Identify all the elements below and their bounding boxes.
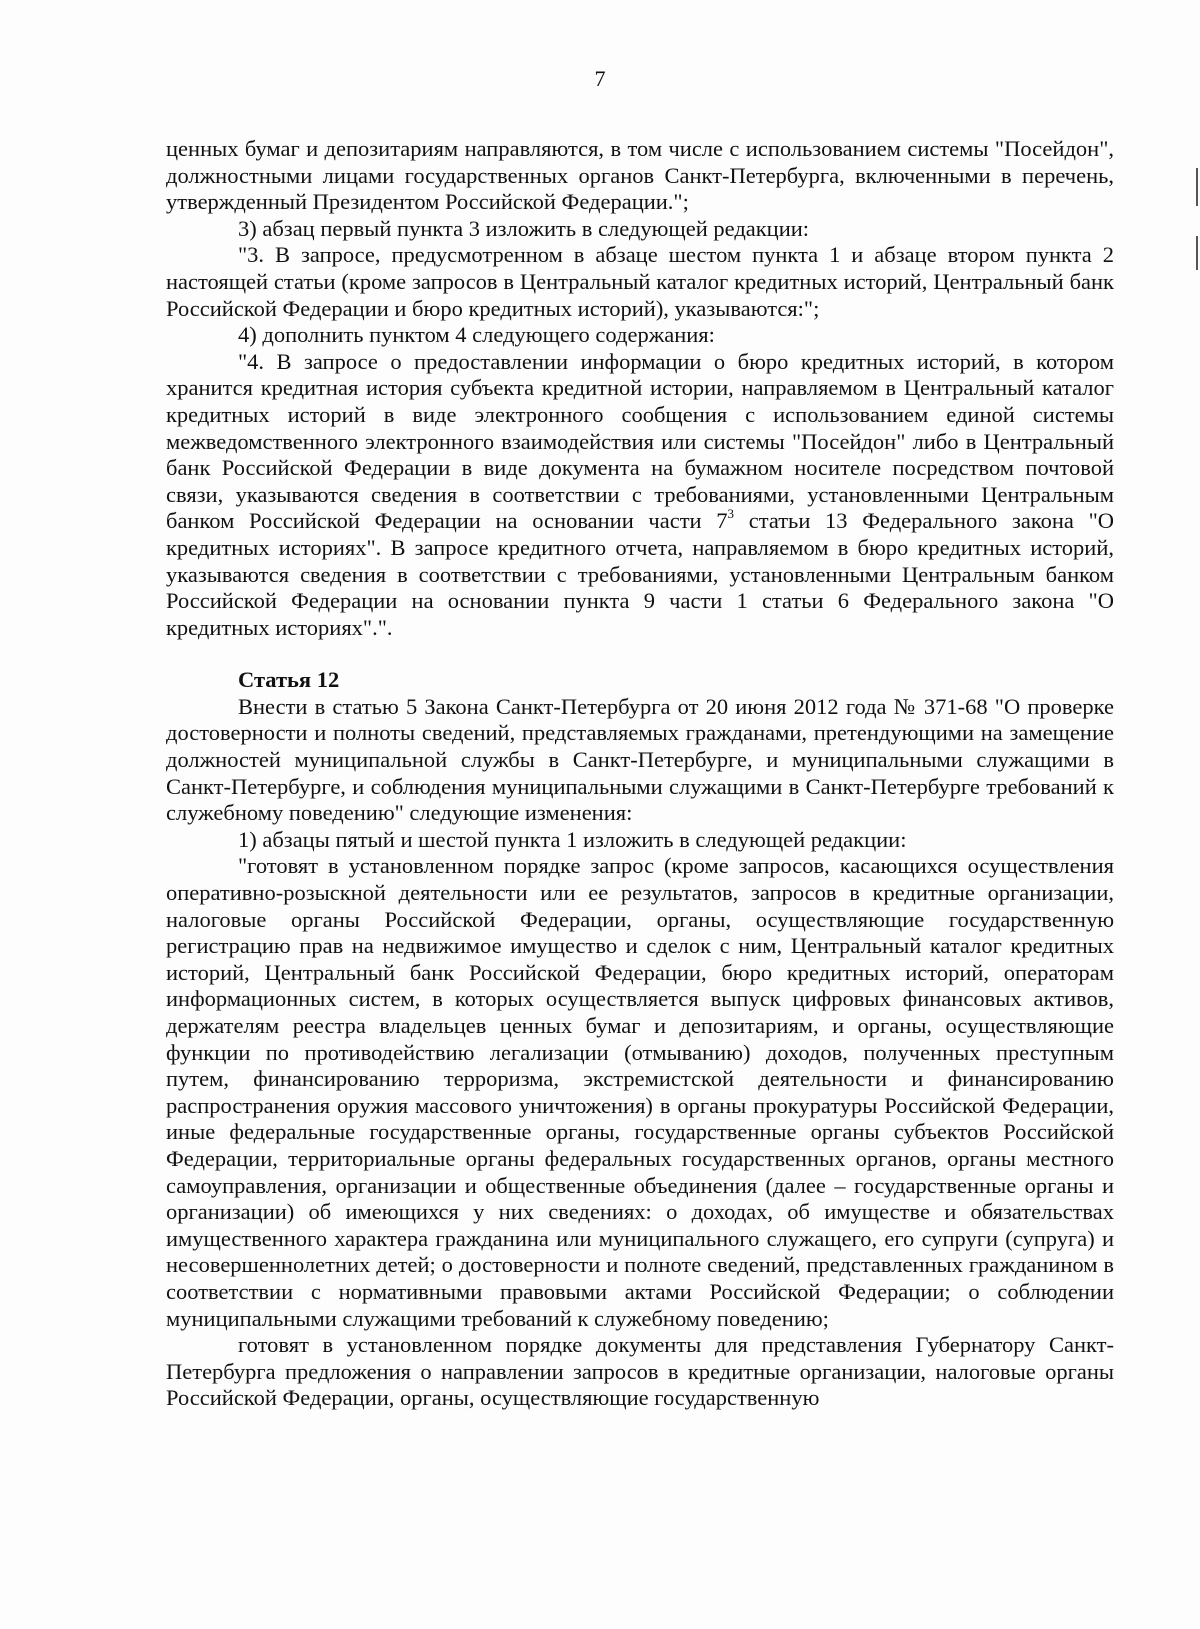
paragraph-text: статьи 13 Федерального закона "О кредитных историях". В запросе кредитного отчета, направляемом в бюро кредитных историй, указываются сведения в соответствии с требованиями, установленными Центральным банком Российской Федерации на основании пункта 9 части 1 статьи 6 Федерального закона "О кредитных историях".". [166, 508, 1115, 640]
paragraph: "готовят в установленном порядке запрос (кроме запросов, касающихся осуществления оперативно-розыскной деятельности или ее результатов, запросов в кредитные организации, налоговые органы Российской Федерации, органы, осуществляющие государственную регистрацию прав на недвижимое имущество и сделок с ним, Центральный каталог кредитных историй, Центральный банк Российской Федерации, бюро кредитных историй, операторам информационных систем, в которых осуществляется выпуск цифровых финансовых активов, держателям реестра владельцев ценных бумаг и депозитариям, и органы, осуществляющие функции по противодействию легализации (отмыванию) доходов, полученных преступным путем, финансированию терроризма, экстремистской деятельности и финансированию распространения оружия массового уничтожения) в органы прокуратуры Российской Федерации, иные федеральные государственные органы, государственные органы субъектов Российской Федерации, территориальные органы федеральных государственных органов, органы местного самоуправления, организации и общественные объединения (далее – государственные органы и организации) об имеющихся у них сведениях: о доходах, об имуществе и обязательствах имущественного характера гражданина или муниципального служащего, его супруги (супруга) и несовершеннолетних детей; о достоверности и полноте сведений, представленных гражданином в соответствии с нормативными правовыми актами Российской Федерации; о соблюдении муниципальными служащими требований к служебному поведению; [166, 853, 1114, 1331]
paragraph: ценных бумаг и депозитариям направляются, в том числе с использованием системы "Посейдон", должностными лицами государственных органов Санкт-Петербурга, включенными в перечень, утвержденный Президентом Российской Федерации."; [166, 136, 1114, 215]
page-number: 7 [594, 66, 606, 91]
paragraph: готовят в установленном порядке документы для представления Губернатору Санкт-Петербурга предложения о направлении запросов в кредитные организации, налоговые органы Российской Федерации, органы, осуществляющие государственную [166, 1332, 1114, 1411]
paragraph: "3. В запросе, предусмотренном в абзаце шестом пункта 1 и абзаце втором пункта 2 настоящей статьи (кроме запросов в Центральный каталог кредитных историй, Центральный банк Российской Федерации и бюро кредитных историй), указываются:"; [166, 242, 1114, 321]
paragraph: 3) абзац первый пункта 3 изложить в следующей редакции: [238, 215, 810, 241]
scan-edge-mark [1196, 168, 1198, 206]
paragraph: 4) дополнить пунктом 4 следующего содержания: [238, 322, 715, 348]
scan-edge-mark [1196, 236, 1198, 270]
paragraph: 1) абзацы пятый и шестой пункта 1 изложить в следующей редакции: [238, 826, 907, 852]
paragraph: Внести в статью 5 Закона Санкт-Петербурга от 20 июня 2012 года № 371-68 "О проверке достоверности и полноты сведений, представляемых гражданами, претендующими на замещение должностей муниципальной службы в Санкт-Петербурге, и муниципальными служащими в Санкт-Петербурге, и соблюдения муниципальными служащими в Санкт-Петербурге требований к служебному поведению" следующие изменения: [166, 693, 1114, 826]
paragraph-text: "4. В запросе о предоставлении информации о бюро кредитных историй, в котором хранится кредитная история субъекта кредитной истории, направляемом в Центральный каталог кредитных историй в виде электронного сообщения с использованием единой системы межведомственного электронного взаимодействия или системы "Посейдон" либо в Центральный банк Российской Федерации в виде документа на бумажном носителе посредством почтовой связи, указываются сведения в соответствии с требованиями, установленными Центральным банком Российской Федерации на основании части 7 [166, 348, 1114, 534]
superscript: 3 [727, 505, 735, 521]
article-heading: Статья 12 [238, 667, 340, 693]
paragraph [166, 349, 1114, 642]
document-body [166, 136, 1114, 1412]
